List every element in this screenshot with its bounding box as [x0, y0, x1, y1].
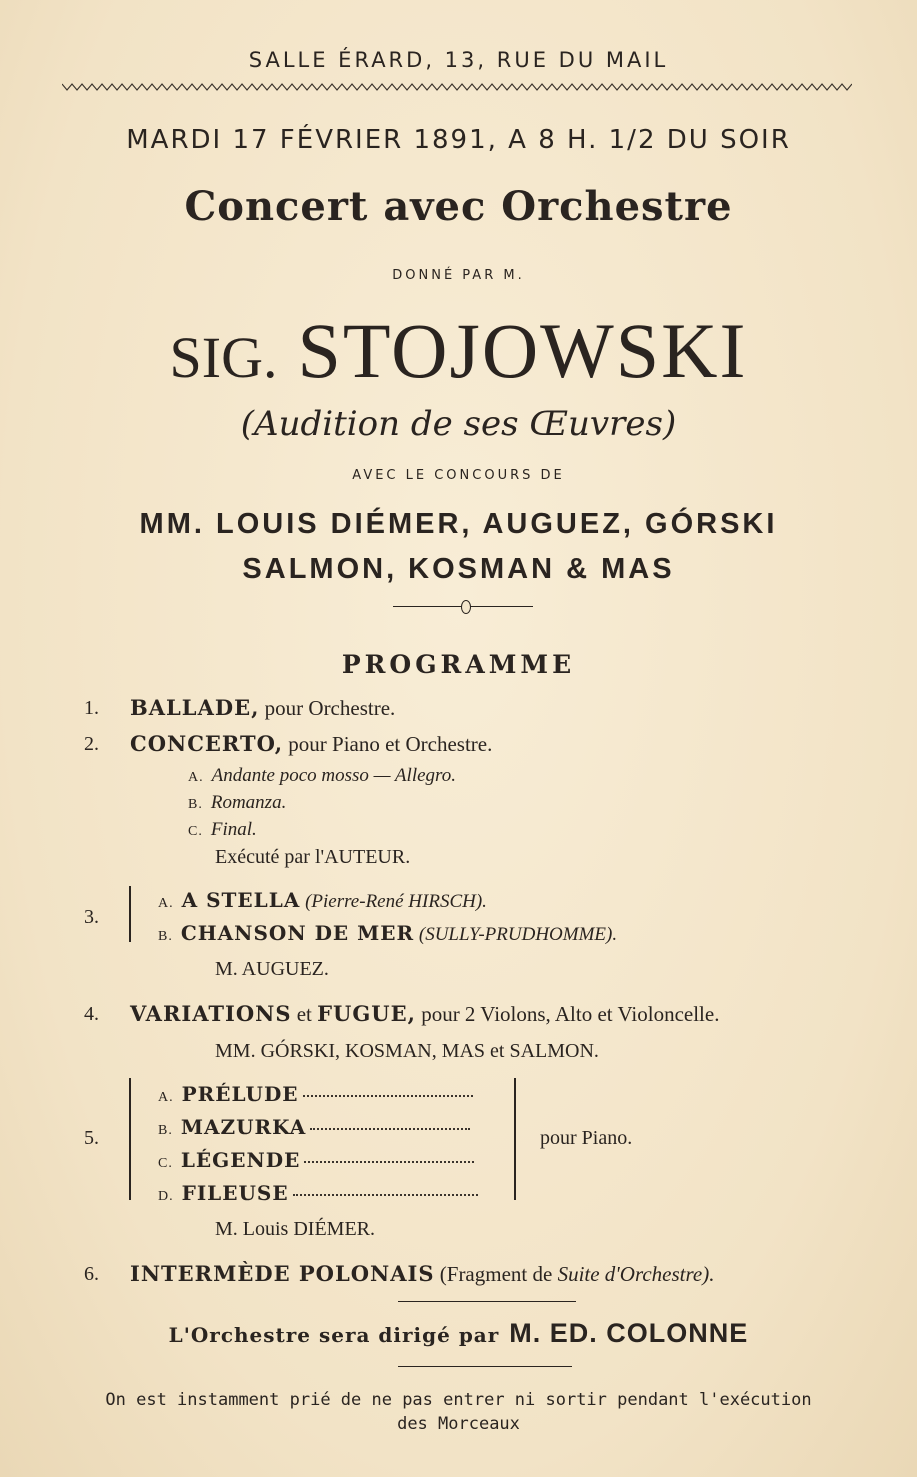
item-3a-author: (Pierre-René HIRSCH). [305, 891, 487, 912]
performers-line-1: MM. LOUIS DIÉMER, AUGUEZ, GÓRSKI [139, 508, 778, 540]
item-4-detail: pour 2 Violons, Alto et Violoncelle. [421, 1002, 720, 1026]
performers-line-2: SALMON, KOSMAN & MAS [242, 553, 675, 585]
item-3-number: 3. [84, 906, 99, 928]
item-1-title: BALLADE, [130, 695, 260, 720]
item-2-detail: pour Piano et Orchestre. [288, 732, 493, 756]
item-4-number: 4. [84, 1003, 99, 1025]
item-5a-title: PRÉLUDE [181, 1082, 299, 1106]
venue-line: SALLE ÉRARD, 13, RUE DU MAIL [248, 48, 669, 72]
item-6-detail: (Fragment de [439, 1262, 553, 1286]
item-6 [130, 1261, 714, 1287]
item-5-instrument: pour Piano. [540, 1127, 633, 1149]
given-by: DONNÉ PAR M. [392, 268, 525, 283]
composer-prefix: SIG. [169, 325, 278, 390]
letter-a: A. [188, 770, 204, 785]
programme-heading: PROGRAMME [341, 650, 576, 679]
item-1-detail: pour Orchestre. [264, 696, 396, 720]
item-3-brace [129, 886, 131, 942]
item-3a [158, 888, 487, 913]
item-2b-text: Romanza. [210, 792, 287, 813]
divider-rule-2 [398, 1366, 572, 1367]
item-2-title: CONCERTO, [130, 731, 284, 756]
date-line: MARDI 17 FÉVRIER 1891, A 8 H. 1/2 DU SOIR [126, 125, 791, 155]
letter-b: B. [158, 929, 173, 944]
letter-d: D. [158, 1189, 174, 1204]
item-2a [188, 765, 456, 787]
subtitle: (Audition de ses Œuvres) [240, 404, 677, 444]
divider-rule [398, 1301, 576, 1302]
dot-leader [293, 1193, 478, 1196]
item-5-performer: M. Louis DIÉMER. [215, 1218, 375, 1240]
conductor-name: M. ED. COLONNE [509, 1318, 749, 1348]
item-2c [188, 819, 257, 841]
item-5c [158, 1148, 474, 1173]
item-5d-title: FILEUSE [181, 1181, 289, 1205]
item-6-number: 6. [84, 1263, 99, 1285]
item-1 [130, 695, 395, 721]
item-4-conj: et [296, 1002, 312, 1026]
item-4-title-1: VARIATIONS [130, 1001, 292, 1026]
item-5-number: 5. [84, 1127, 99, 1149]
notice-line-2: des Morceaux [397, 1414, 520, 1434]
item-4 [130, 1001, 719, 1027]
item-2b [188, 792, 286, 814]
item-5b-title: MAZURKA [180, 1115, 307, 1139]
item-5b [158, 1115, 470, 1140]
composer-name: STOJOWSKI [297, 307, 748, 394]
letter-b: B. [158, 1123, 173, 1138]
item-5c-title: LÉGENDE [180, 1148, 301, 1172]
item-4-performer: MM. GÓRSKI, KOSMAN, MAS et SALMON. [215, 1040, 599, 1062]
conductor-line [0, 1318, 917, 1349]
letter-c: C. [188, 824, 203, 839]
letter-b: B. [188, 797, 203, 812]
notice-line-1: On est instamment prié de ne pas entrer ni sortir pendant l'exécution [105, 1390, 812, 1410]
item-2a-text: Andante poco mosso — Allegro. [211, 765, 456, 786]
item-3b-author: (SULLY-PRUDHOMME). [418, 924, 618, 945]
ornament-dot [461, 600, 471, 614]
letter-c: C. [158, 1156, 173, 1171]
item-3b-title: CHANSON DE MER [180, 921, 415, 945]
item-4-title-2: FUGUE, [317, 1001, 416, 1026]
wavy-rule [62, 82, 852, 92]
item-2c-text: Final. [210, 819, 257, 840]
composer-heading [0, 306, 917, 403]
item-2 [130, 731, 492, 757]
item-3-performer: M. AUGUEZ. [215, 958, 329, 980]
item-6-detail-italic: Suite d'Orchestre). [557, 1262, 715, 1286]
item-5-brace-right [514, 1078, 516, 1200]
item-3b [158, 921, 617, 946]
item-5d [158, 1181, 478, 1206]
item-1-number: 1. [84, 697, 99, 719]
with-participation: AVEC LE CONCOURS DE [352, 468, 565, 483]
item-2-number: 2. [84, 733, 99, 755]
item-6-title: INTERMÈDE POLONAIS [130, 1261, 435, 1286]
item-5a [158, 1082, 473, 1107]
letter-a: A. [158, 1090, 174, 1105]
dot-leader [304, 1160, 474, 1163]
dot-leader [310, 1127, 470, 1130]
conductor-prefix: L'Orchestre sera dirigé par [168, 1323, 500, 1347]
item-3a-title: A STELLA [181, 888, 301, 912]
letter-a: A. [158, 896, 174, 911]
concert-title: Concert avec Orchestre [184, 183, 733, 230]
item-2-performer: Exécuté par l'AUTEUR. [215, 846, 411, 868]
dot-leader [303, 1094, 473, 1097]
item-5-brace-left [129, 1078, 131, 1200]
